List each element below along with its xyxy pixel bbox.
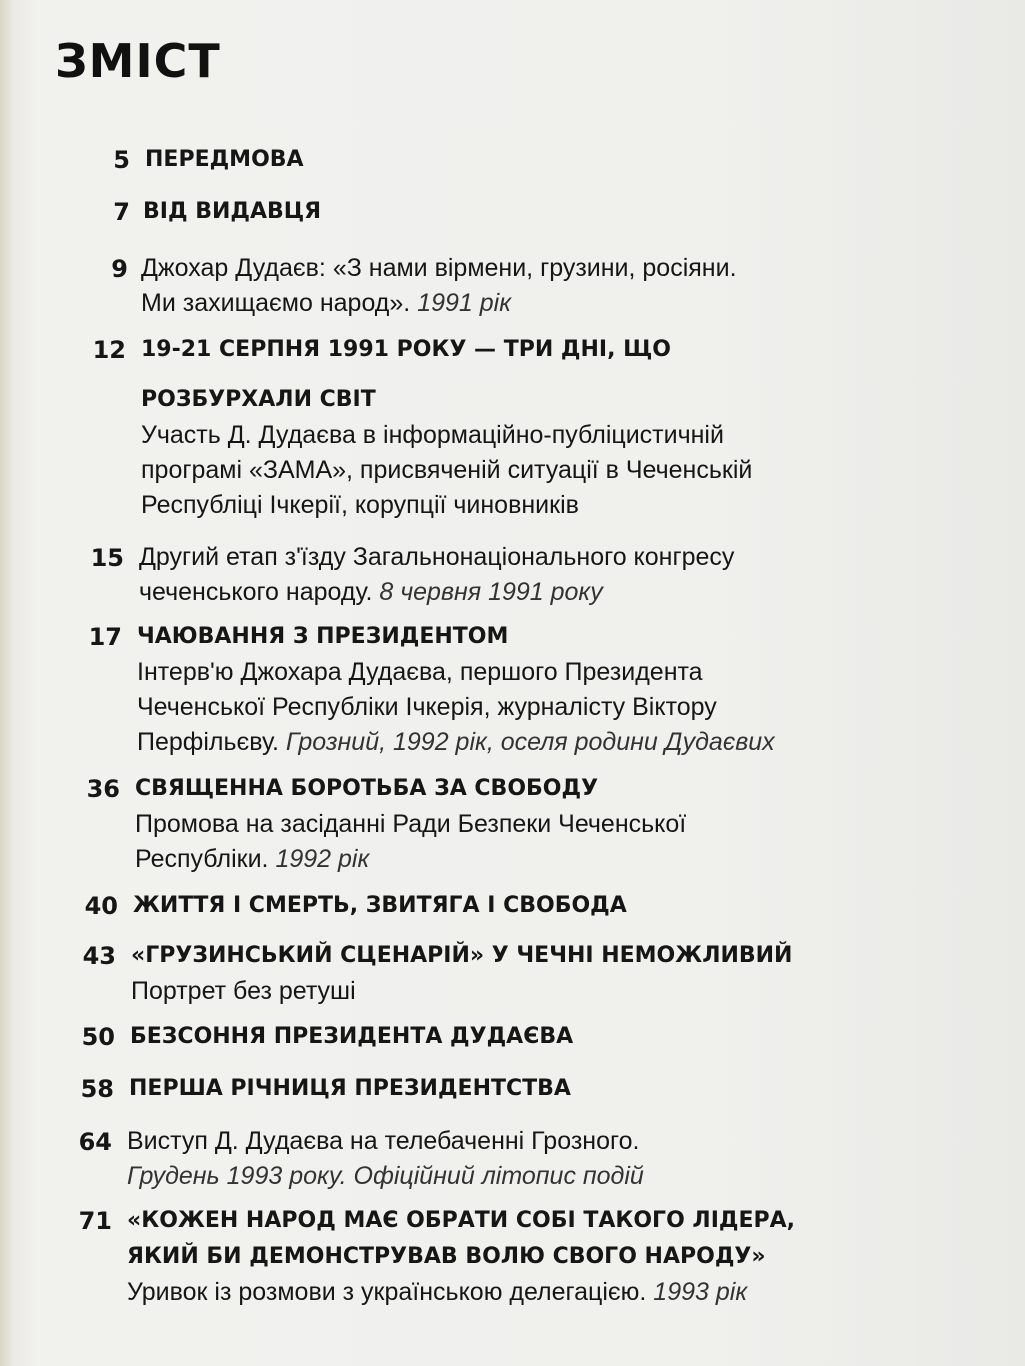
entry-date: 8 червня 1991 року	[379, 578, 603, 606]
page-number: 7	[113, 198, 130, 226]
entry-description: Республіки. 1992 рік	[135, 845, 370, 873]
page-number: 5	[113, 146, 130, 174]
page-number: 64	[78, 1128, 112, 1156]
entry-heading: ЯКИЙ БИ ДЕМОНСТРУВАВ ВОЛЮ СВОГО НАРОДУ»	[127, 1244, 766, 1269]
entry-heading: «КОЖЕН НАРОД МАЄ ОБРАТИ СОБІ ТАКОГО ЛІДЕРА,	[127, 1208, 796, 1233]
entry-description: Промова на засіданні Ради Безпеки Чеченської	[135, 810, 687, 838]
page-number: 50	[81, 1023, 115, 1051]
page-number: 40	[84, 892, 118, 920]
entry-description: Участь Д. Дудаєва в інформаційно-публіцистичній	[141, 421, 724, 449]
entry-heading: 19-21 СЕРПНЯ 1991 РОКУ — ТРИ ДНІ, ЩО	[141, 337, 671, 362]
entry-heading: ПЕРЕДМОВА	[145, 147, 304, 172]
entry-heading: ВІД ВИДАВЦЯ	[143, 199, 322, 224]
entry-description: чеченського народу. 8 червня 1991 року	[139, 578, 603, 606]
entry-description	[127, 1159, 927, 1194]
page-number: 58	[80, 1075, 114, 1103]
entry-description: Чеченської Республіки Ічкерія, журналісту Віктору	[137, 693, 717, 721]
entry-heading: ЖИТТЯ І СМЕРТЬ, ЗВИТЯГА І СВОБОДА	[133, 893, 627, 918]
entry-description: Другий етап з'їзду Загальнонаціонального конгресу	[139, 543, 735, 571]
entry-description: програмі «ЗАМА», присвяченій ситуації в Чеченській	[141, 456, 753, 484]
page-number: 36	[86, 775, 120, 803]
entry-description: Інтерв'ю Джохара Дудаєва, першого Президента	[137, 658, 703, 686]
page-number: 43	[82, 942, 116, 970]
entry-date: 1992 рік	[275, 845, 370, 873]
entry-heading: «ГРУЗИНСЬКИЙ СЦЕНАРІЙ» У ЧЕЧНІ НЕМОЖЛИВИЙ	[131, 943, 793, 968]
entry-description: Виступ Д. Дудаєва на телебаченні Грозного.	[127, 1127, 640, 1155]
entry-heading: РОЗБУРХАЛИ СВІТ	[141, 387, 376, 412]
page-number: 9	[111, 255, 128, 283]
entry-description: Перфільєву. Грозний, 1992 рік, оселя родини Дудаєвих	[137, 728, 775, 756]
page-number: 12	[92, 336, 126, 364]
entry-date: 1993 рік	[653, 1278, 748, 1306]
page-number: 15	[90, 544, 124, 572]
entry-heading: ПЕРША РІЧНИЦЯ ПРЕЗИДЕНТСТВА	[129, 1076, 571, 1101]
entry-heading: СВЯЩЕННА БОРОТЬБА ЗА СВОБОДУ	[135, 776, 599, 801]
entry-date: 1991 рік	[417, 289, 512, 317]
entry-description: Джохар Дудаєв: «З нами вірмени, грузини, росіяни.	[141, 254, 737, 282]
entry-description: Республіці Ічкерії, корупції чиновників	[141, 491, 579, 519]
entry-description: Ми захищаємо народ». 1991 рік	[141, 289, 512, 317]
page-title: ЗМІСТ	[55, 34, 221, 88]
entry-date: Грудень 1993 року. Офіційний літопис подій	[127, 1162, 644, 1190]
entry-description: Уривок із розмови з українською делегацією. 1993 рік	[127, 1278, 748, 1306]
entry-date: Грозний, 1992 рік, оселя родини Дудаєвих	[285, 728, 775, 756]
entry-heading: БЕЗСОННЯ ПРЕЗИДЕНТА ДУДАЄВА	[130, 1024, 574, 1049]
page-number: 17	[88, 623, 122, 651]
entry-description: Портрет без ретуші	[131, 977, 356, 1005]
entry-heading: ЧАЮВАННЯ З ПРЕЗИДЕНТОМ	[137, 624, 509, 649]
page-number: 71	[78, 1207, 112, 1235]
